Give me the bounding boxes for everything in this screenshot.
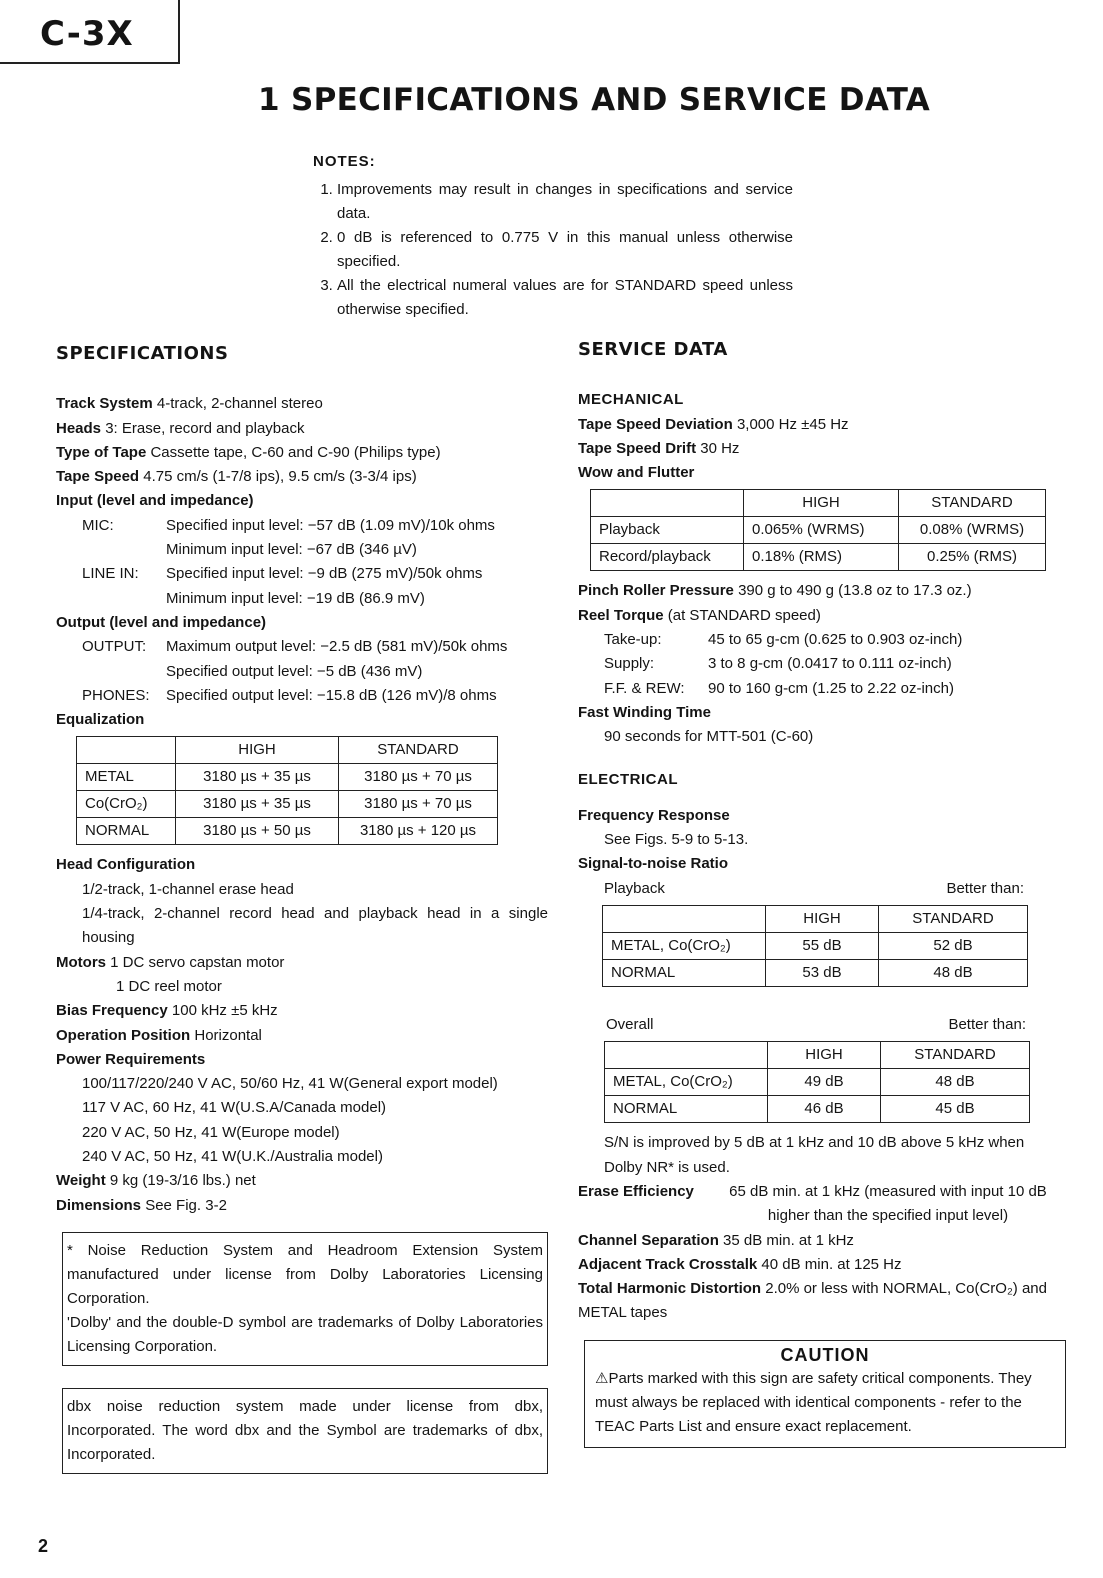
operation-row (56, 1024, 548, 1048)
dimensions-value: See Fig. 3-2 (145, 1196, 227, 1214)
specifications-heading: SPECIFICATIONS (56, 343, 229, 364)
power-line: 117 V AC, 60 Hz, 41 W(U.S.A/Canada model) (82, 1099, 387, 1117)
table-header-cell: HIGH (766, 906, 879, 933)
line-in-spec-2: Minimum input level: −19 dB (86.9 mV) (166, 589, 425, 607)
table-header-cell: HIGH (744, 490, 899, 517)
output-row (56, 635, 548, 684)
operation-label: Operation Position (56, 1026, 191, 1044)
mic-row (56, 514, 548, 563)
table-header-cell: HIGH (768, 1042, 881, 1069)
input-label: Input (level and impedance) (56, 492, 254, 510)
better-than-label: Better than: (946, 879, 1024, 897)
table-cell: Playback (591, 517, 744, 544)
fast-winding-value: 90 seconds for MTT-501 (C-60) (604, 728, 814, 746)
reel-torque-label: Reel Torque (578, 606, 664, 624)
table-cell: 0.065% (WRMS) (744, 517, 899, 544)
table-cell: 3180 µs + 70 µs (339, 764, 498, 791)
table-header-row (591, 490, 1046, 517)
output-spec-1: Maximum output level: −2.5 dB (581 mV)/50k ohms (166, 638, 508, 656)
table-header-cell (591, 490, 744, 517)
pinch-roller-label: Pinch Roller Pressure (578, 582, 734, 600)
crosstalk-row (578, 1253, 1066, 1277)
table-row (605, 1069, 1030, 1096)
snr-overall-table (604, 1041, 1030, 1123)
specifications-column (56, 342, 548, 1474)
freq-response-value: See Figs. 5-9 to 5-13. (604, 831, 749, 849)
table-cell: 3180 µs + 70 µs (339, 791, 498, 818)
tape-speed-value: 4.75 cm/s (1-7/8 ips), 9.5 cm/s (3-3/4 ips) (143, 468, 417, 486)
weight-label: Weight (56, 1172, 106, 1190)
speed-deviation-label: Tape Speed Deviation (578, 415, 733, 433)
table-header-row (605, 1042, 1030, 1069)
dolby-note-line-1: * Noise Reduction System and Headroom Extension System manufactured under license from Dolby Laboratories Licensing Corporation. (67, 1241, 543, 1307)
line-in-label: LINE IN: (82, 565, 139, 583)
tape-speed-row (56, 465, 548, 489)
bias-label: Bias Frequency (56, 1002, 168, 1020)
supply-value: 3 to 8 g-cm (0.0417 to 0.111 oz-inch) (708, 655, 952, 673)
note-item: 1. Improvements may result in changes in specifications and service data. (337, 178, 793, 226)
table-header-cell (77, 737, 176, 764)
table-cell: 3180 µs + 35 µs (176, 791, 339, 818)
track-system-row (56, 392, 548, 416)
service-data-column (578, 338, 1066, 1448)
speed-drift-row (578, 437, 1066, 461)
output-spec-2: Specified output level: −5 dB (436 mV) (166, 662, 423, 680)
page-number: 2 (38, 1536, 49, 1556)
table-header-row (77, 737, 498, 764)
speed-drift-value: 30 Hz (700, 439, 740, 457)
line-in-spec-1: Specified input level: −9 dB (275 mV)/50k ohms (166, 565, 483, 583)
table-cell: 0.08% (WRMS) (899, 517, 1046, 544)
head-config-line-2: 1/4-track, 2-channel record head and playback head in a single housing (82, 905, 548, 947)
erase-efficiency-row (578, 1180, 1066, 1229)
caution-text: ⚠Parts marked with this sign are safety critical components. They must always be replaced with identical components - refer to the TEAC Parts List and ensure exact replacement. (595, 1369, 1032, 1435)
table-cell: 3180 µs + 120 µs (339, 818, 498, 845)
caution-box (584, 1340, 1066, 1448)
table-cell: NORMAL (603, 960, 766, 987)
table-cell: 55 dB (766, 933, 879, 960)
output-sub-label: OUTPUT: (82, 638, 147, 656)
dolby-note-line-2: 'Dolby' and the double-D symbol are trademarks of Dolby Laboratories Licensing Corporation. (67, 1313, 543, 1355)
power-line: 220 V AC, 50 Hz, 41 W(Europe model) (82, 1123, 340, 1141)
tape-type-row (56, 441, 548, 465)
line-in-row (56, 562, 548, 611)
erase-efficiency-label: Erase Efficiency (578, 1182, 694, 1200)
table-cell: 3180 µs + 35 µs (176, 764, 339, 791)
tape-type-label: Type of Tape (56, 443, 147, 461)
better-than-label: Better than: (948, 1016, 1026, 1034)
table-cell: 48 dB (881, 1069, 1030, 1096)
ff-rew-label: F.F. & REW: (604, 679, 685, 697)
mic-spec-1: Specified input level: −57 dB (1.09 mV)/10k ohms (166, 516, 495, 534)
wow-flutter-table (590, 489, 1046, 571)
caution-heading: CAUTION (780, 1344, 870, 1365)
snr-playback-label: Playback (604, 879, 665, 897)
snr-dolby-note: S/N is improved by 5 dB at 1 kHz and 10 dB above 5 kHz when Dolby NR* is used. (604, 1134, 1025, 1176)
thd-label: Total Harmonic Distortion (578, 1280, 762, 1298)
table-cell: Co(CrO₂) (77, 791, 176, 818)
phones-spec: Specified output level: −15.8 dB (126 mV)/8 ohms (166, 686, 497, 704)
pinch-roller-value: 390 g to 490 g (13.8 oz to 17.3 oz.) (738, 582, 972, 600)
page-title: 1 SPECIFICATIONS AND SERVICE DATA (258, 82, 931, 118)
snr-label: Signal-to-noise Ratio (578, 855, 728, 873)
note-item: 2. 0 dB is referenced to 0.775 V in this manual unless otherwise specified. (337, 226, 793, 274)
table-cell: METAL (77, 764, 176, 791)
weight-value: 9 kg (19-3/16 lbs.) net (109, 1172, 256, 1190)
heads-row (56, 417, 548, 441)
snr-overall-header (578, 1013, 1026, 1037)
table-row (603, 960, 1028, 987)
table-cell: 49 dB (768, 1069, 881, 1096)
table-header-cell: STANDARD (899, 490, 1046, 517)
motors-label: Motors (56, 953, 106, 971)
bias-value: 100 kHz ±5 kHz (171, 1002, 278, 1020)
model-number: C-3X (40, 14, 134, 54)
dolby-license-note (62, 1232, 548, 1366)
table-row (591, 544, 1046, 571)
channel-sep-value: 35 dB min. at 1 kHz (723, 1231, 854, 1249)
table-cell: Record/playback (591, 544, 744, 571)
track-system-label: Track System (56, 395, 153, 413)
supply-row (578, 652, 1066, 676)
thd-value: 2.0% or less with NORMAL, Co(CrO₂) and METAL tapes (578, 1280, 1047, 1322)
notes-list (313, 178, 793, 322)
electrical-heading: ELECTRICAL (578, 770, 678, 788)
dbx-license-note: dbx noise reduction system made under license from dbx, Incorporated. The word dbx and the Symbol are trademarks of dbx, Incorporated. (62, 1388, 548, 1474)
snr-playback-table (602, 905, 1028, 987)
tape-speed-label: Tape Speed (56, 468, 140, 486)
takeup-row (578, 628, 1066, 652)
table-cell: METAL, Co(CrO₂) (605, 1069, 768, 1096)
wow-flutter-label: Wow and Flutter (578, 464, 695, 482)
table-cell: NORMAL (605, 1096, 768, 1123)
notes-heading: NOTES: (313, 153, 376, 170)
mechanical-heading: MECHANICAL (578, 391, 684, 409)
power-line: 240 V AC, 50 Hz, 41 W(U.K./Australia model) (82, 1148, 383, 1166)
motors-line-1: 1 DC servo capstan motor (110, 953, 285, 971)
table-cell: 53 dB (766, 960, 879, 987)
power-label: Power Requirements (56, 1050, 206, 1068)
thd-row (578, 1277, 1066, 1326)
table-cell: 0.25% (RMS) (899, 544, 1046, 571)
speed-deviation-value: 3,000 Hz ±45 Hz (736, 415, 849, 433)
supply-label: Supply: (604, 655, 655, 673)
table-header-row (603, 906, 1028, 933)
table-row (605, 1096, 1030, 1123)
bias-row (56, 999, 548, 1023)
takeup-value: 45 to 65 g-cm (0.625 to 0.903 oz-inch) (708, 631, 963, 649)
freq-response-label: Frequency Response (578, 806, 730, 824)
ff-rew-value: 90 to 160 g-cm (1.25 to 2.22 oz-inch) (708, 679, 954, 697)
power-line: 100/117/220/240 V AC, 50/60 Hz, 41 W(General export model) (82, 1075, 498, 1093)
pinch-roller-row (578, 579, 1066, 603)
crosstalk-label: Adjacent Track Crosstalk (578, 1255, 758, 1273)
fast-winding-label: Fast Winding Time (578, 703, 711, 721)
takeup-label: Take-up: (604, 631, 662, 649)
table-cell: 52 dB (879, 933, 1028, 960)
table-row (77, 764, 498, 791)
equalization-label: Equalization (56, 711, 145, 729)
table-header-cell: STANDARD (881, 1042, 1030, 1069)
service-data-heading: SERVICE DATA (578, 339, 728, 360)
ff-rew-row (578, 677, 1066, 701)
speed-deviation-row (578, 413, 1066, 437)
motors-row (56, 951, 548, 975)
mic-spec-2: Minimum input level: −67 dB (346 µV) (166, 541, 417, 559)
erase-efficiency-value: 65 dB min. at 1 kHz (measured with input 10 dB higher than the specified input level) (729, 1182, 1047, 1225)
table-cell: 0.18% (RMS) (744, 544, 899, 571)
heads-value: 3: Erase, record and playback (105, 419, 305, 437)
phones-label: PHONES: (82, 686, 150, 704)
phones-row (56, 684, 548, 708)
note-item: 3. All the electrical numeral values are for STANDARD speed unless otherwise specified. (337, 274, 793, 322)
reel-torque-value: (at STANDARD speed) (667, 606, 821, 624)
head-config-line-1: 1/2-track, 1-channel erase head (82, 880, 294, 898)
channel-sep-row (578, 1229, 1066, 1253)
table-header-cell: STANDARD (339, 737, 498, 764)
table-row (77, 818, 498, 845)
track-system-value: 4-track, 2-channel stereo (156, 395, 323, 413)
motors-line-2: 1 DC reel motor (116, 977, 222, 995)
snr-playback-header (578, 877, 1024, 901)
head-config-label: Head Configuration (56, 856, 196, 874)
table-header-cell: STANDARD (879, 906, 1028, 933)
weight-row (56, 1169, 548, 1193)
operation-value: Horizontal (194, 1026, 262, 1044)
table-header-cell (605, 1042, 768, 1069)
table-header-cell: HIGH (176, 737, 339, 764)
heads-label: Heads (56, 419, 102, 437)
channel-sep-label: Channel Separation (578, 1231, 719, 1249)
table-row (603, 933, 1028, 960)
notes-section (313, 150, 793, 322)
table-row (591, 517, 1046, 544)
snr-overall-label: Overall (606, 1016, 654, 1034)
table-header-cell (603, 906, 766, 933)
table-cell: 45 dB (881, 1096, 1030, 1123)
mic-label: MIC: (82, 516, 114, 534)
reel-torque-row (578, 604, 1066, 628)
equalization-table (76, 736, 498, 845)
dimensions-row (56, 1194, 548, 1218)
tape-type-value: Cassette tape, C-60 and C-90 (Philips type) (150, 443, 441, 461)
table-cell: METAL, Co(CrO₂) (603, 933, 766, 960)
speed-drift-label: Tape Speed Drift (578, 439, 697, 457)
table-cell: NORMAL (77, 818, 176, 845)
table-cell: 3180 µs + 50 µs (176, 818, 339, 845)
table-row (77, 791, 498, 818)
output-label: Output (level and impedance) (56, 613, 267, 631)
table-cell: 46 dB (768, 1096, 881, 1123)
dimensions-label: Dimensions (56, 1196, 142, 1214)
table-cell: 48 dB (879, 960, 1028, 987)
crosstalk-value: 40 dB min. at 125 Hz (761, 1255, 902, 1273)
